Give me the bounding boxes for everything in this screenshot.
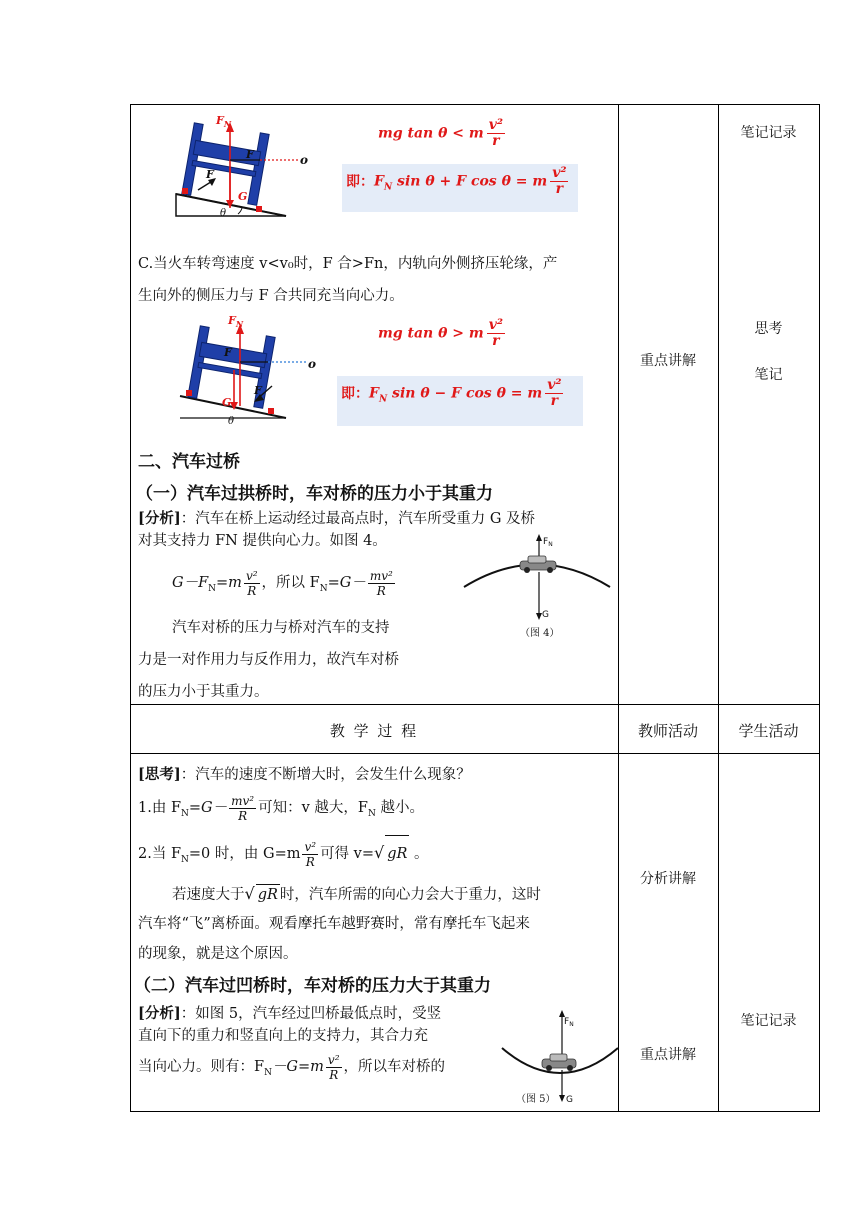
fig4-fn-label: $F_N$ bbox=[543, 537, 553, 548]
fig2-f2-label: F bbox=[254, 384, 262, 397]
car-icon bbox=[520, 556, 556, 573]
formula-4: 即：$F_N$ sin θ − F cos θ = m $\frac{\text{v²}}{r}$ bbox=[337, 376, 583, 426]
side-key-explain-label: 重点讲解 bbox=[640, 353, 696, 369]
fig5-fn-label: $F_N$ bbox=[564, 1017, 574, 1028]
fig2-f-label: F bbox=[224, 346, 232, 359]
think-para-3: 的现象，就是这个原因。 bbox=[138, 946, 298, 962]
analysis-1-para-1: 汽车对桥的压力与桥对汽车的支持 bbox=[172, 620, 390, 636]
concave-bridge-diagram bbox=[500, 1008, 620, 1108]
fig1-fn-label: $F_N$ bbox=[216, 114, 232, 129]
header-row-bottom-border bbox=[130, 753, 820, 754]
train-bank-diagram-2 bbox=[176, 310, 326, 428]
section-2-sub-1: （一）汽车过拱桥时，车对桥的压力小于其重力 bbox=[136, 484, 493, 504]
fig4-g-label: G bbox=[542, 610, 549, 620]
fig2-theta-label: θ bbox=[228, 416, 235, 427]
table-right-border bbox=[819, 104, 820, 1112]
analysis-2-line-1: [分析]：如图 5，汽车经过凹桥最低点时，受竖 bbox=[138, 1005, 442, 1022]
side-notes-label: 笔记记录 bbox=[740, 125, 797, 141]
para-c-line-1: C.当火车转弯速度 v<v₀时，F 合>Fn，内轨向外侧挤压轮缘，产 bbox=[138, 256, 558, 272]
side-think-label: 思考 bbox=[754, 321, 783, 337]
fig5-g-label: G bbox=[566, 1095, 573, 1105]
fig1-o-label: o bbox=[300, 153, 309, 167]
analysis-1-para-3: 的压力小于其重力。 bbox=[138, 684, 269, 700]
table-bottom-border bbox=[130, 1111, 820, 1112]
train-bank-diagram-1 bbox=[168, 108, 318, 226]
header-student-activity: 学生活动 bbox=[738, 722, 799, 740]
section-2-title: 二、汽车过桥 bbox=[138, 452, 240, 472]
table-col-divider-1 bbox=[618, 104, 619, 1112]
header-teacher-activity: 教师活动 bbox=[637, 722, 698, 740]
header-row-top-border bbox=[130, 704, 820, 705]
fig2-fn-label: $F_N$ bbox=[228, 314, 244, 329]
table-col-divider-2 bbox=[718, 104, 719, 1112]
analysis-1-line-1: [分析]：汽车在桥上运动经过最高点时，汽车所受重力 G 及桥 bbox=[138, 510, 536, 527]
analysis-2-line-3: 当向心力。则有：$F_N-G=m$ $\frac{\text{v²}}{R}$ ，所以车对桥的 bbox=[138, 1052, 446, 1082]
think-line-1: 1.由 $F_N=G-$ $\frac{\text{mv²}}{R}$ 可知：v 越大，$F_N$ 越小。 bbox=[138, 793, 424, 823]
think-question: [思考]：汽车的速度不断增大时，会发生什么现象？ bbox=[138, 766, 471, 783]
fig1-g-label: G bbox=[238, 190, 248, 203]
formula-1: mg tan θ < m $\frac{\text{v²}}{r}$ bbox=[378, 117, 503, 149]
section-2-sub-2: （二）汽车过凹桥时，车对桥的压力大于其重力 bbox=[134, 976, 491, 996]
fig1-f2-label: F bbox=[206, 168, 214, 181]
think-para-2: 汽车将“飞”离桥面。观看摩托车越野赛时，常有摩托车飞起来 bbox=[138, 916, 530, 932]
formula-3: mg tan θ > m $\frac{\text{v²}}{r}$ bbox=[378, 317, 503, 349]
side-key-explain-bottom: 重点讲解 bbox=[640, 1047, 696, 1063]
fig1-theta-label: θ bbox=[220, 208, 227, 219]
fig4-caption: （图 4） bbox=[520, 628, 560, 639]
table-top-border bbox=[130, 104, 820, 105]
analysis-2-line-2: 直向下的重力和竖直向上的支持力，其合力充 bbox=[138, 1028, 428, 1044]
table-left-border bbox=[130, 104, 131, 1112]
fig2-g-label: G bbox=[222, 396, 232, 409]
think-para-1: 若速度大于√ gR 时，汽车所需的向心力会大于重力，这时 bbox=[172, 884, 541, 903]
analysis-1-para-2: 力是一对作用力与反作用力，故汽车对桥 bbox=[138, 652, 399, 668]
formula-2: 即：$F_N$ sin θ + F cos θ = m $\frac{\text{v²}}{r}$ bbox=[342, 164, 578, 212]
arch-bridge-diagram bbox=[462, 532, 612, 644]
side-analysis-explain: 分析讲解 bbox=[640, 871, 696, 887]
analysis-1-equation: $G-F_N=m$ $\frac{\text{v²}}{R}$ ，所以 $F_N=G-$ $\frac{\text{mv²}}{R}$ bbox=[172, 568, 393, 598]
fig1-f-label: F bbox=[246, 148, 254, 161]
fig5-caption: （图 5） bbox=[516, 1094, 556, 1105]
analysis-1-line-2: 对其支持力 FN 提供向心力。如图 4。 bbox=[138, 533, 387, 549]
side-note-label: 笔记 bbox=[754, 367, 783, 383]
think-line-2: 2.当 $F_N=0$ 时，由 G=m $\frac{\text{v²}}{R}$ 可得 v=√ gR 。 bbox=[138, 835, 429, 878]
para-c-line-2: 生向外的侧压力与 F 合共同充当向心力。 bbox=[138, 288, 404, 304]
fig2-o-label: o bbox=[308, 357, 317, 371]
header-teaching-process: 教 学 过 程 bbox=[329, 722, 419, 740]
car-icon bbox=[542, 1054, 576, 1071]
side-notes-bottom: 笔记记录 bbox=[740, 1013, 797, 1029]
